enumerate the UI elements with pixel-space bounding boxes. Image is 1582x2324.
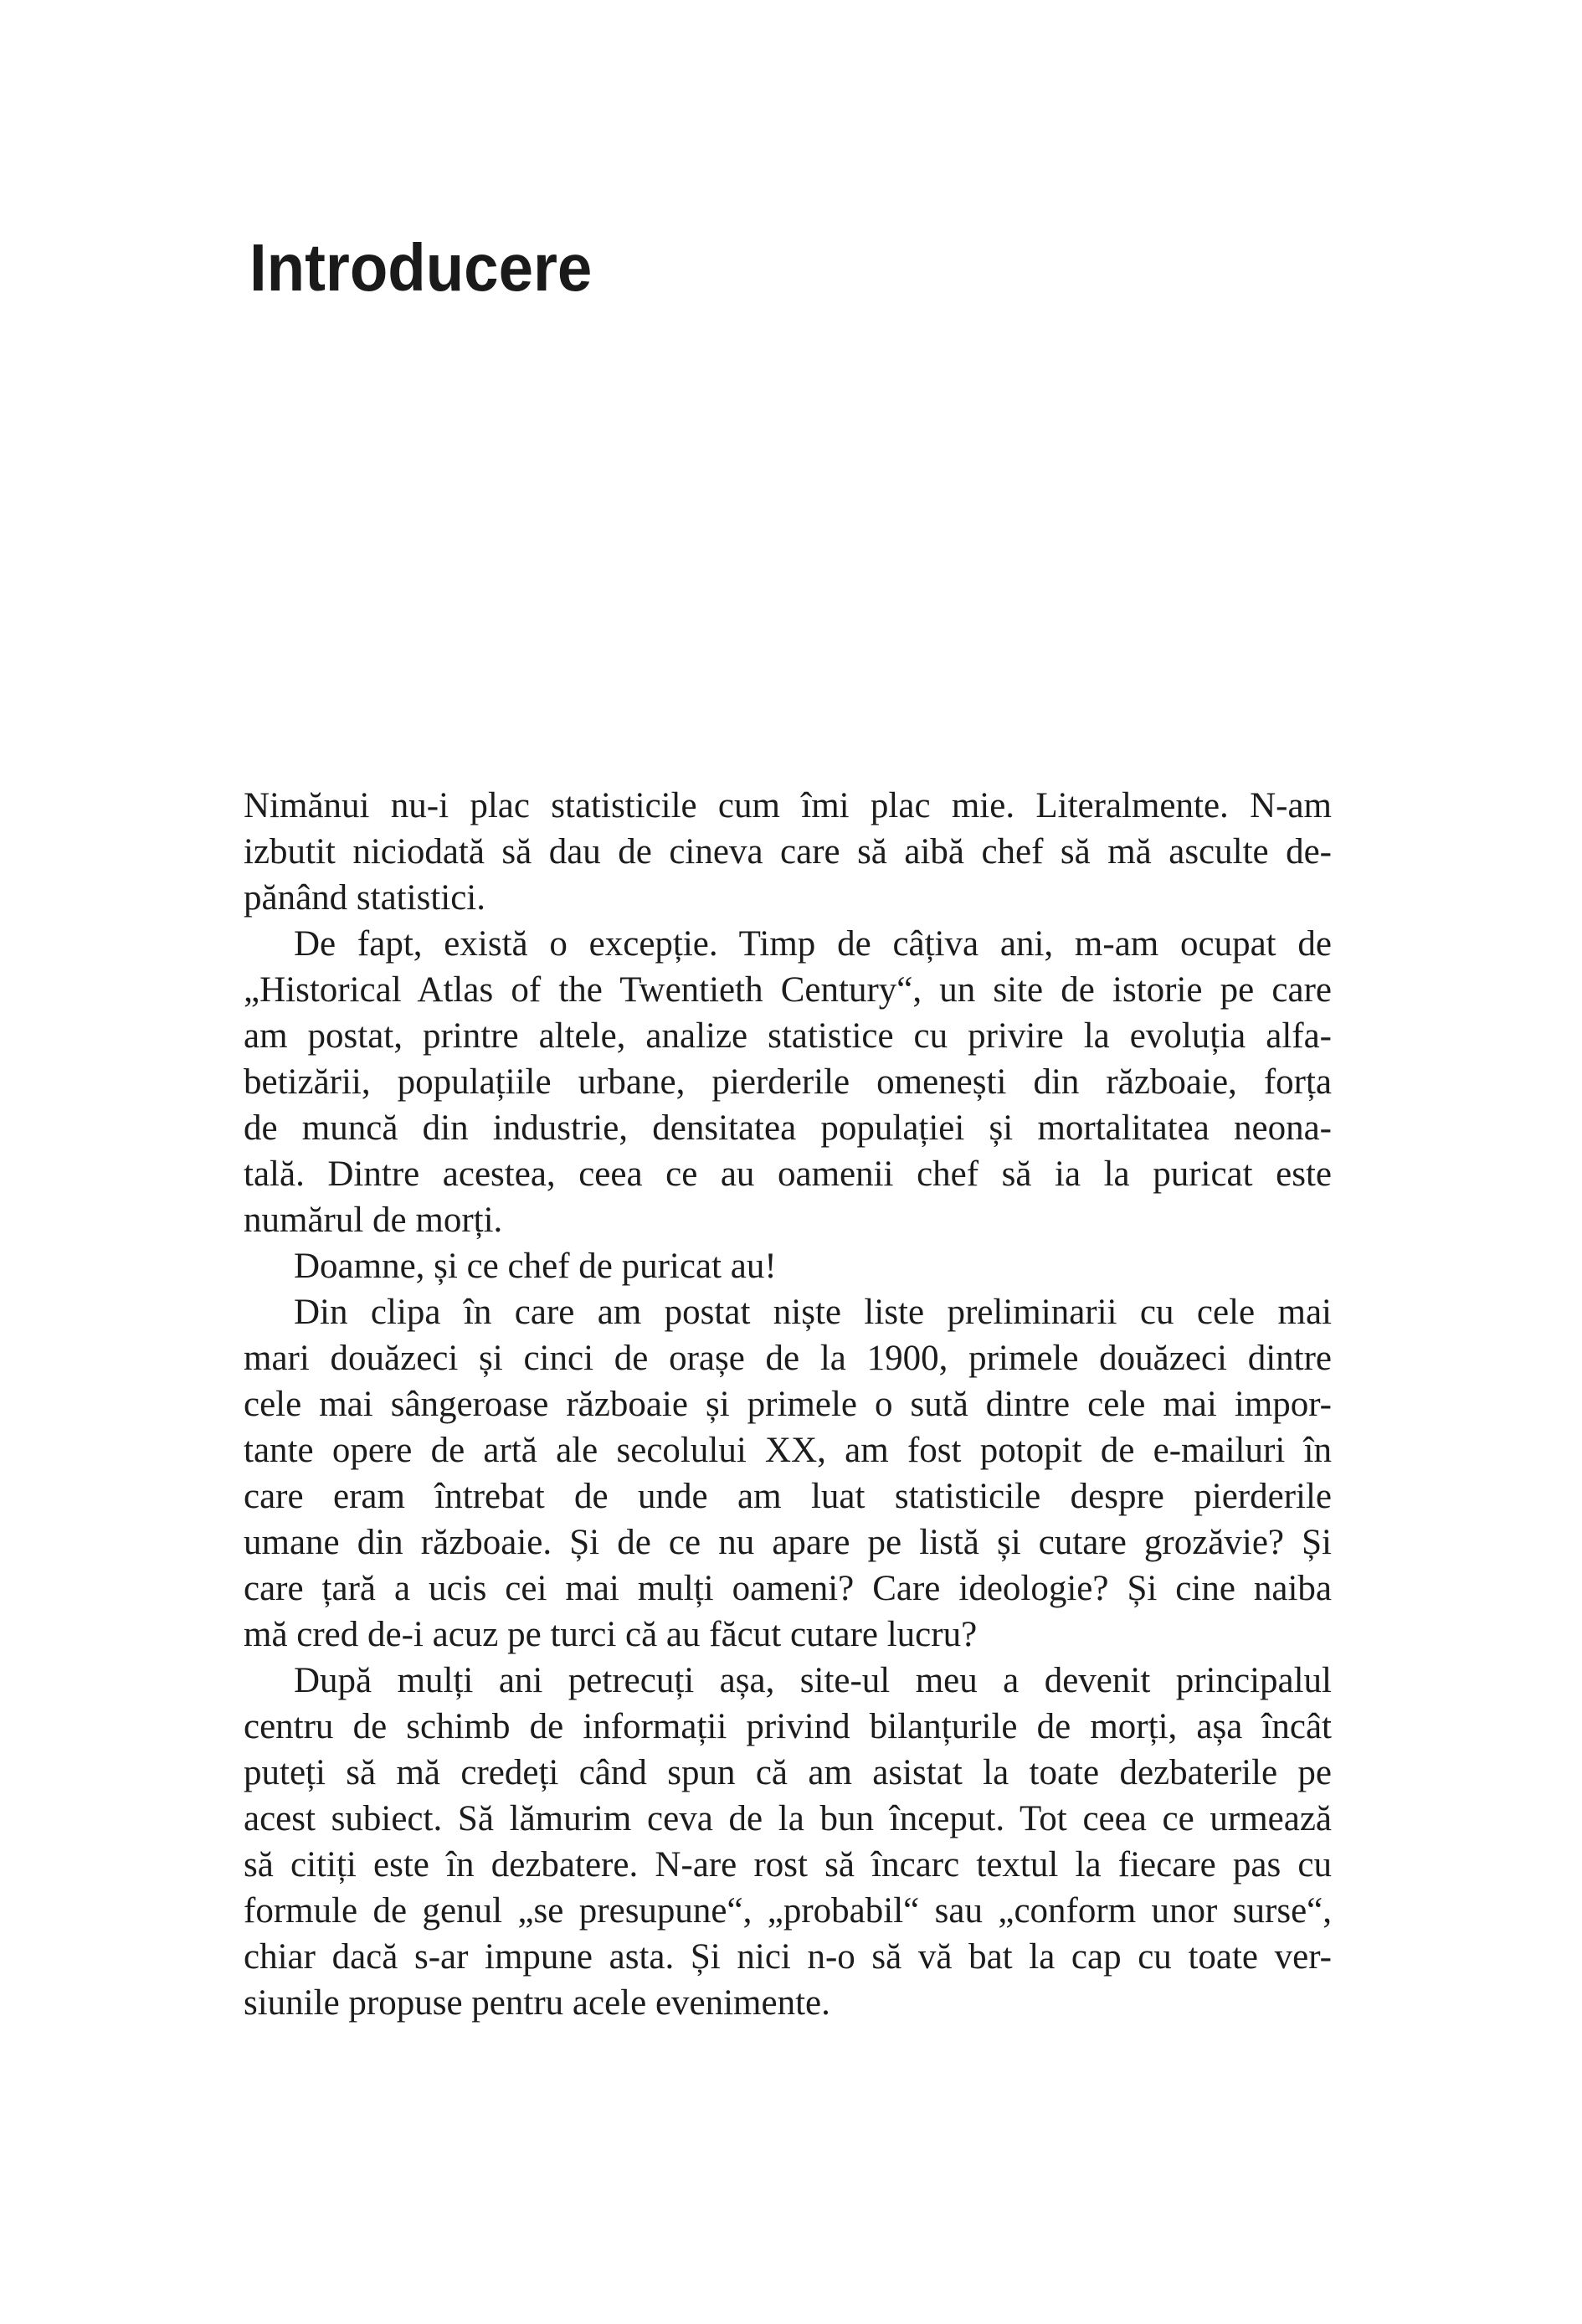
text-line: Din clipa în care am postat niște liste preliminarii cu cele mai — [294, 1293, 1332, 1332]
body-text — [244, 783, 1332, 2026]
text-line: După mulți ani petrecuți așa, site-ul meu a devenit principalul — [294, 1661, 1332, 1700]
text-line: formule de genul „se presupune“, „probabil“ sau „conform unor surse“, — [244, 1891, 1332, 1931]
text-line: betizării, populațiile urbane, pierderile omenești din războaie, forța — [244, 1062, 1332, 1102]
text-line: puteți să mă credeți când spun că am asistat la toate dezbaterile pe — [244, 1753, 1332, 1792]
text-line: umane din războaie. Și de ce nu apare pe listă și cutare grozăvie? Și — [244, 1523, 1332, 1562]
text-line: De fapt, există o excepție. Timp de câțiva ani, m-am ocupat de — [294, 924, 1332, 964]
text-line: centru de schimb de informații privind bilanțurile de morți, așa încât — [244, 1707, 1332, 1746]
text-line: Nimănui nu-i plac statisticile cum îmi plac mie. Literalmente. N-am — [244, 786, 1332, 825]
text-line: mari douăzeci și cinci de orașe de la 1900, primele douăzeci dintre — [244, 1339, 1332, 1378]
text-line: mă cred de-i acuz pe turci că au făcut cutare lucru? — [244, 1615, 978, 1654]
text-line: de muncă din industrie, densitatea populației și mortalitatea neona- — [244, 1108, 1332, 1148]
text-line: care eram întrebat de unde am luat statisticile despre pierderile — [244, 1477, 1332, 1516]
text-line: chiar dacă s-ar impune asta. Și nici n-o să vă bat la cap cu toate ver- — [244, 1937, 1332, 1977]
text-line: siunile propuse pentru acele evenimente. — [244, 1983, 830, 2023]
text-line: tante opere de artă ale secolului XX, am fost potopit de e-mailuri în — [244, 1431, 1332, 1470]
text-line: izbutit niciodată să dau de cineva care să aibă chef să mă asculte de- — [244, 832, 1332, 872]
text-line: pănând statistici. — [244, 878, 485, 918]
text-line: să citiți este în dezbatere. N-are rost să încarc textul la fiecare pas cu — [244, 1845, 1332, 1884]
text-line: tală. Dintre acestea, ceea ce au oamenii chef să ia la puricat este — [244, 1154, 1332, 1194]
text-line: numărul de morți. — [244, 1201, 503, 1240]
text-line: cele mai sângeroase războaie și primele o sută dintre cele mai impor- — [244, 1385, 1332, 1424]
text-line: care țară a ucis cei mai mulți oameni? Care ideologie? Și cine naiba — [244, 1569, 1332, 1608]
text-line: Doamne, și ce chef de puricat au! — [294, 1247, 777, 1286]
chapter-title: Introducere — [249, 230, 593, 305]
text-line: am postat, printre altele, analize statistice cu privire la evoluția alfa- — [244, 1016, 1332, 1056]
text-line: „Historical Atlas of the Twentieth Century“, un site de istorie pe care — [244, 970, 1332, 1010]
text-line: acest subiect. Să lămurim ceva de la bun început. Tot ceea ce urmează — [244, 1799, 1332, 1838]
